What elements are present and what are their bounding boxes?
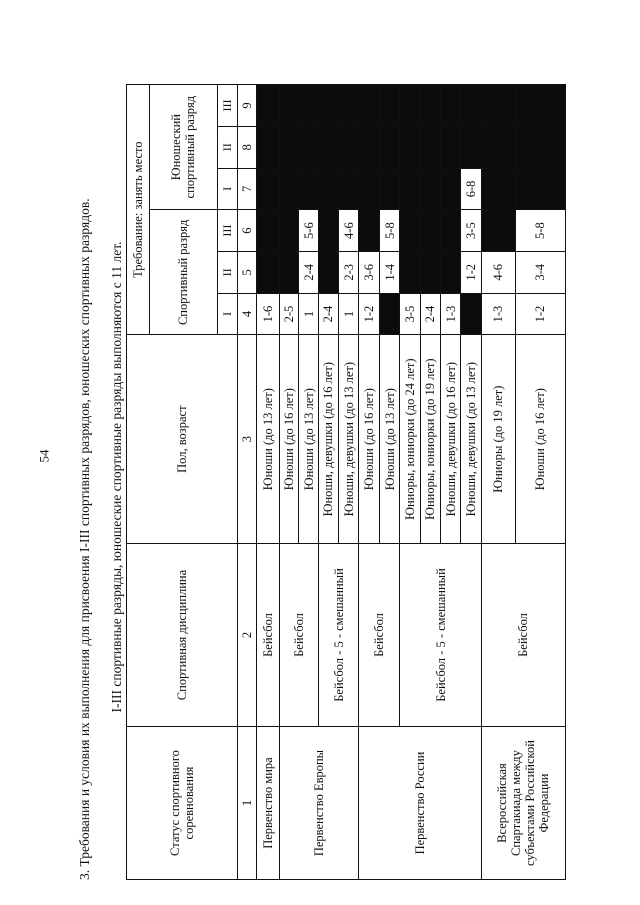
value-cell: 4-6 xyxy=(481,251,515,293)
shaded-cell xyxy=(280,210,299,252)
discipline-cell: Бейсбол - 5 - смешанный xyxy=(318,543,359,726)
header-discipline: Спортивная дисциплина xyxy=(127,543,238,726)
age-cell: Юноши (до 13 лет) xyxy=(257,335,280,544)
shaded-cell xyxy=(257,168,280,210)
shaded-cell xyxy=(359,126,379,168)
shaded-cell xyxy=(420,251,440,293)
column-number: 8 xyxy=(238,126,257,168)
discipline-cell: Бейсбол - 5 - смешанный xyxy=(400,543,482,726)
shaded-cell xyxy=(359,85,379,127)
shaded-cell xyxy=(420,126,440,168)
value-cell: 3-4 xyxy=(515,251,565,293)
shaded-cell xyxy=(481,85,515,127)
value-cell: 1-4 xyxy=(379,251,399,293)
shaded-cell xyxy=(257,251,280,293)
value-cell: 2-3 xyxy=(339,251,359,293)
value-cell: 3-6 xyxy=(359,251,379,293)
age-cell: Юноши (до 16 лет) xyxy=(280,335,299,544)
requirements-table xyxy=(126,84,566,880)
value-cell: 6-8 xyxy=(461,168,481,210)
shaded-cell xyxy=(280,126,299,168)
page-number: 54 xyxy=(36,449,52,463)
shaded-cell xyxy=(515,85,565,127)
value-cell: 2-4 xyxy=(318,293,338,335)
shaded-cell xyxy=(299,126,318,168)
age-cell: Юниоры, юниорки (до 24 лет) xyxy=(400,335,420,544)
discipline-cell: Бейсбол xyxy=(280,543,319,726)
rank-label: III xyxy=(217,210,237,252)
shaded-cell xyxy=(318,210,338,252)
shaded-cell xyxy=(481,168,515,210)
status-cell: Первенство России xyxy=(359,727,481,880)
shaded-cell xyxy=(379,85,399,127)
shaded-cell xyxy=(481,126,515,168)
section-heading: 3. Требования и условия их выполнения для присвоения I-III спортивных разрядов, юношеских спортивных разрядов. xyxy=(77,198,92,880)
rank-label: I xyxy=(217,168,237,210)
shaded-cell xyxy=(481,210,515,252)
column-number: 9 xyxy=(238,85,257,127)
age-cell: Юноши (до 16 лет) xyxy=(359,335,379,544)
shaded-cell xyxy=(359,168,379,210)
shaded-cell xyxy=(257,85,280,127)
shaded-cell xyxy=(441,126,461,168)
shaded-cell xyxy=(400,251,420,293)
shaded-cell xyxy=(318,126,338,168)
age-cell: Юноши (до 13 лет) xyxy=(299,335,318,544)
status-cell: Первенство Европы xyxy=(280,727,359,880)
rank-label: III xyxy=(217,85,237,127)
value-cell: 1 xyxy=(339,293,359,335)
column-number: 4 xyxy=(238,293,257,335)
shaded-cell xyxy=(339,126,359,168)
shaded-cell xyxy=(339,85,359,127)
shaded-cell xyxy=(441,251,461,293)
shaded-cell xyxy=(379,293,399,335)
shaded-cell xyxy=(441,85,461,127)
shaded-cell xyxy=(441,210,461,252)
column-number: 2 xyxy=(238,543,257,726)
shaded-cell xyxy=(400,126,420,168)
age-cell: Юноши (до 16 лет) xyxy=(515,335,565,544)
shaded-cell xyxy=(359,210,379,252)
column-number: 1 xyxy=(238,727,257,880)
status-cell: Всероссийская Спартакиада между субъектами Российской Федерации xyxy=(481,727,565,880)
age-cell: Юноши, девушки (до 13 лет) xyxy=(339,335,359,544)
value-cell: 1-3 xyxy=(481,293,515,335)
shaded-cell xyxy=(420,168,440,210)
age-cell: Юноши (до 13 лет) xyxy=(379,335,399,544)
shaded-cell xyxy=(257,210,280,252)
shaded-cell xyxy=(461,85,481,127)
column-number: 7 xyxy=(238,168,257,210)
value-cell: 3-5 xyxy=(461,210,481,252)
value-cell: 3-5 xyxy=(400,293,420,335)
shaded-cell xyxy=(299,168,318,210)
value-cell: 1-6 xyxy=(257,293,280,335)
rank-label: I xyxy=(217,293,237,335)
header-requirement: Требование: занять место xyxy=(127,85,150,335)
shaded-cell xyxy=(280,251,299,293)
discipline-cell: Бейсбол xyxy=(481,543,565,726)
value-cell: 1-3 xyxy=(441,293,461,335)
shaded-cell xyxy=(257,126,280,168)
age-cell: Юноши, девушки (до 13 лет) xyxy=(461,335,481,544)
value-cell: 2-5 xyxy=(280,293,299,335)
shaded-cell xyxy=(461,126,481,168)
column-number: 3 xyxy=(238,335,257,544)
column-number: 6 xyxy=(238,210,257,252)
column-number: 5 xyxy=(238,251,257,293)
header-status: Статус спортивного соревнования xyxy=(127,727,238,880)
shaded-cell xyxy=(515,126,565,168)
discipline-cell: Бейсбол xyxy=(257,543,280,726)
value-cell: 5-8 xyxy=(515,210,565,252)
value-cell: 2-4 xyxy=(299,251,318,293)
value-cell: 1 xyxy=(299,293,318,335)
header-age: Пол, возраст xyxy=(127,335,238,544)
value-cell: 5-8 xyxy=(379,210,399,252)
shaded-cell xyxy=(420,210,440,252)
rotated-page-content xyxy=(76,80,576,880)
shaded-cell xyxy=(400,85,420,127)
shaded-cell xyxy=(379,168,399,210)
shaded-cell xyxy=(420,85,440,127)
shaded-cell xyxy=(318,251,338,293)
age-cell: Юниоры, юниорки (до 19 лет) xyxy=(420,335,440,544)
shaded-cell xyxy=(515,168,565,210)
value-cell: 1-2 xyxy=(515,293,565,335)
value-cell: 2-4 xyxy=(420,293,440,335)
shaded-cell xyxy=(280,168,299,210)
shaded-cell xyxy=(400,210,420,252)
shaded-cell xyxy=(441,168,461,210)
discipline-cell: Бейсбол xyxy=(359,543,400,726)
shaded-cell xyxy=(318,168,338,210)
age-cell: Юноши, девушки (до 16 лет) xyxy=(441,335,461,544)
shaded-cell xyxy=(318,85,338,127)
header-youth-rank: Юношеский спортивный разряд xyxy=(149,85,217,210)
value-cell: 1-2 xyxy=(359,293,379,335)
rank-label: II xyxy=(217,126,237,168)
shaded-cell xyxy=(461,293,481,335)
rank-label: II xyxy=(217,251,237,293)
value-cell: 1-2 xyxy=(461,251,481,293)
age-cell: Юниоры (до 19 лет) xyxy=(481,335,515,544)
status-cell: Первенство мира xyxy=(257,727,280,880)
shaded-cell xyxy=(299,85,318,127)
shaded-cell xyxy=(280,85,299,127)
shaded-cell xyxy=(339,168,359,210)
value-cell: 4-6 xyxy=(339,210,359,252)
section-subheading: I-III спортивные разряды, юношеские спортивные разряды выполняются с 11 лет. xyxy=(109,241,124,713)
value-cell: 5-6 xyxy=(299,210,318,252)
shaded-cell xyxy=(379,126,399,168)
shaded-cell xyxy=(400,168,420,210)
header-sport-rank: Спортивный разряд xyxy=(149,210,217,335)
age-cell: Юноши, девушки (до 16 лет) xyxy=(318,335,338,544)
